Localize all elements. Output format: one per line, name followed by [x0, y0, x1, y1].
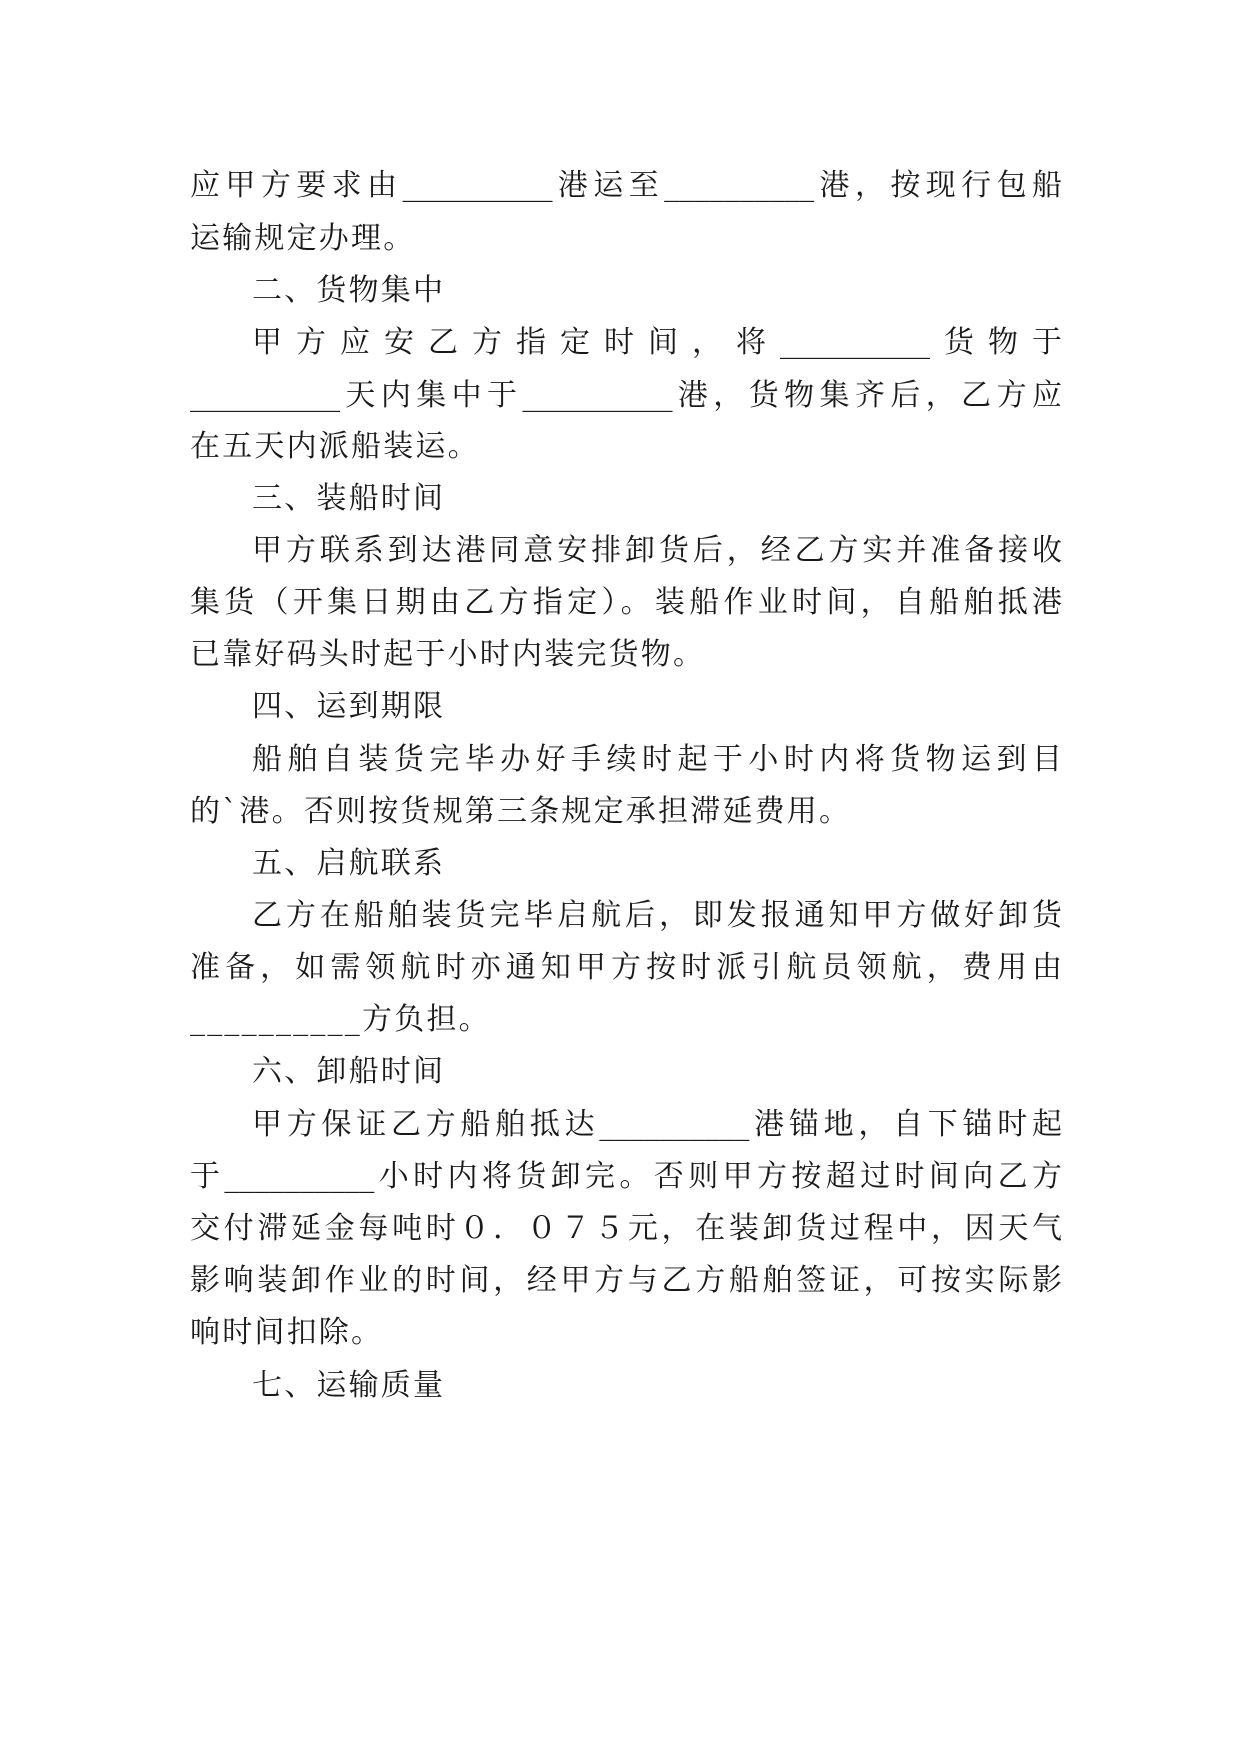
- section-heading-5: 五、启航联系: [252, 846, 446, 881]
- paragraph-line-9: 集货（开集日期由乙方指定）。装船作业时间，自船舶抵港: [190, 585, 1062, 620]
- paragraph-line-8: 甲方联系到达港同意安排卸货后，经乙方实并准备接收: [252, 533, 1062, 568]
- paragraph-line-2: 运输规定办理。: [190, 221, 416, 256]
- paragraph-line-15: 乙方在船舶装货完毕启航后，即发报通知甲方做好卸货: [252, 898, 1062, 933]
- paragraph-line-17: __________方负担。: [190, 1002, 491, 1037]
- paragraph-line-10: 已靠好码头时起于小时内装完货物。: [190, 637, 706, 672]
- paragraph-line-23: 响时间扣除。: [190, 1315, 384, 1350]
- paragraph-line-4: 甲方应安乙方指定时间，将__________货物于: [252, 325, 1062, 360]
- paragraph-line-19: 甲方保证乙方船舶抵达__________港锚地，自下锚时起: [252, 1107, 1062, 1142]
- paragraph-line-22: 影响装卸作业的时间，经甲方与乙方船舶签证，可按实际影: [190, 1263, 1062, 1298]
- paragraph-line-13: 的`港。否则按货规第三条规定承担滞延费用。: [190, 794, 852, 829]
- paragraph-line-12: 船舶自装货完毕办好手续时起于小时内将货物运到目: [252, 742, 1062, 777]
- paragraph-line-5: __________天内集中于__________港，货物集齐后，乙方应: [190, 378, 1062, 413]
- section-heading-3: 三、装船时间: [252, 481, 446, 516]
- section-heading-4: 四、运到期限: [252, 689, 446, 724]
- section-heading-6: 六、卸船时间: [252, 1054, 446, 1089]
- paragraph-line-1: 应甲方要求由__________港运至__________港，按现行包船: [190, 168, 1062, 203]
- paragraph-line-6: 在五天内派船装运。: [190, 429, 480, 464]
- section-heading-7: 七、运输质量: [252, 1368, 446, 1403]
- paragraph-line-20: 于__________小时内将货卸完。否则甲方按超过时间向乙方: [190, 1159, 1062, 1194]
- section-heading-2: 二、货物集中: [252, 273, 446, 308]
- paragraph-line-16: 准备，如需领航时亦通知甲方按时派引航员领航，费用由: [190, 950, 1062, 985]
- paragraph-line-21: 交付滞延金每吨时０．０７５元，在装卸货过程中，因天气: [190, 1211, 1062, 1246]
